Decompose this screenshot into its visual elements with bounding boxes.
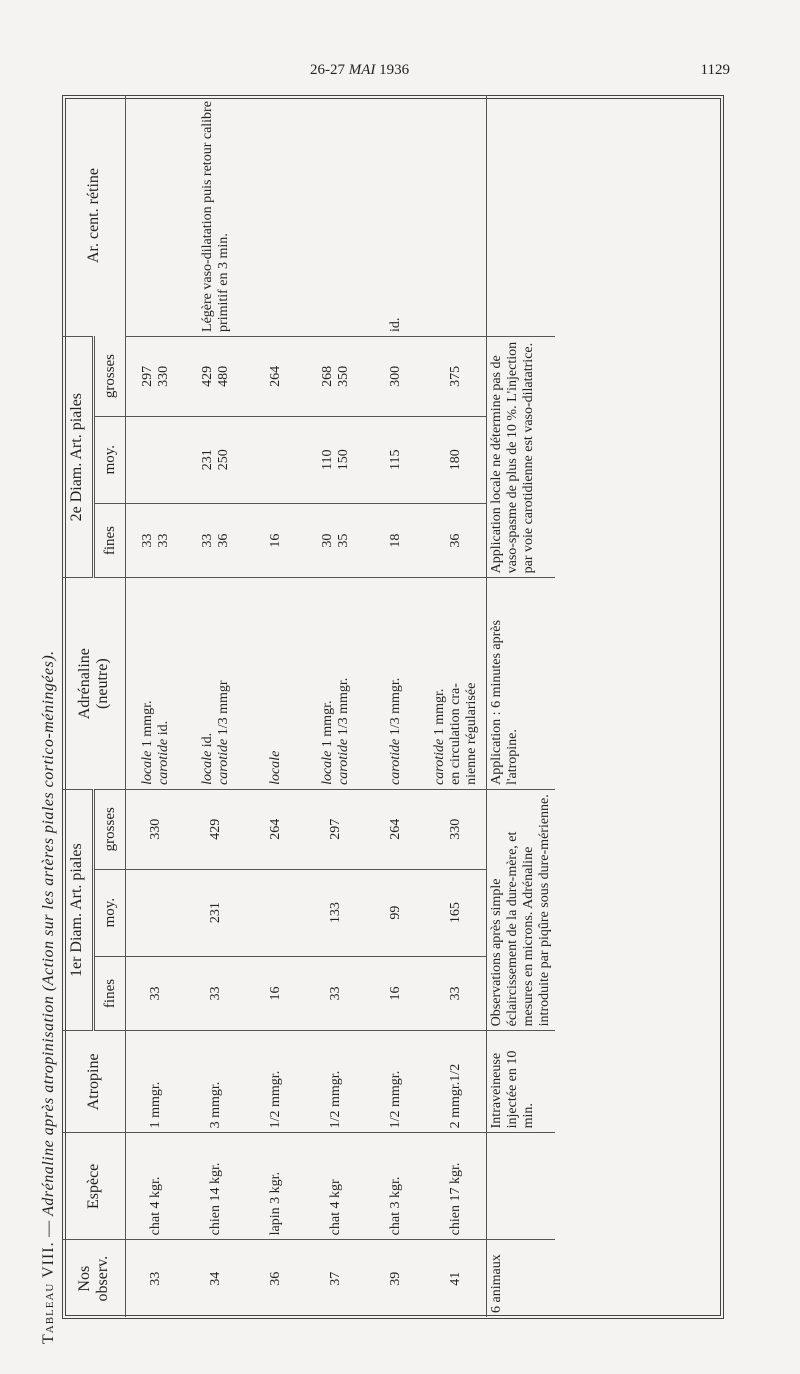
col-atropine: Atropine bbox=[62, 1031, 126, 1133]
adrenaline-site: carotide bbox=[216, 738, 231, 785]
cell-fines-1: 33 bbox=[186, 956, 246, 1031]
col-diam2: 2e Diam. Art. piales bbox=[62, 336, 94, 577]
col-nos: Nos observ. bbox=[62, 1240, 126, 1317]
table-label: Tableau VIII. bbox=[40, 1241, 57, 1344]
cell-fines-2: 16 bbox=[246, 503, 306, 578]
cell-grosses-2: 297 330 bbox=[126, 336, 186, 416]
header-row-1 bbox=[62, 95, 94, 1317]
cell-espece: chien 17 kgr. bbox=[426, 1133, 487, 1240]
cell-no: 36 bbox=[246, 1240, 306, 1317]
cell-adrenaline bbox=[186, 578, 246, 790]
adrenaline-site: locale bbox=[320, 750, 335, 785]
footer-espece bbox=[487, 1133, 556, 1240]
cell-retine bbox=[426, 95, 487, 336]
cell-no: 39 bbox=[366, 1240, 426, 1317]
cell-moy-1 bbox=[126, 869, 186, 956]
adrenaline-site: carotide bbox=[336, 738, 351, 785]
adrenaline-dose: id. bbox=[200, 732, 215, 748]
cell-moy-1: 231 bbox=[186, 869, 246, 956]
table-row bbox=[426, 95, 487, 1317]
table-row bbox=[126, 95, 186, 1317]
cell-atropine: 1/2 mmgr. bbox=[246, 1031, 306, 1133]
adrenaline-dose: 1 mmgr. bbox=[432, 688, 447, 736]
table-row bbox=[306, 95, 366, 1317]
cell-grosses-1: 330 bbox=[426, 789, 487, 869]
adrenaline-line bbox=[464, 582, 480, 785]
cell-atropine: 2 mmgr.1/2 bbox=[426, 1031, 487, 1133]
cell-espece: chat 3 kgr. bbox=[366, 1133, 426, 1240]
cell-moy-2: 110 150 bbox=[306, 416, 366, 503]
adrenaline-line bbox=[388, 582, 404, 785]
cell-moy-2 bbox=[126, 416, 186, 503]
page-number: 1129 bbox=[700, 62, 730, 78]
cell-espece: chien 14 kgr. bbox=[186, 1133, 246, 1240]
adrenaline-line bbox=[432, 582, 448, 785]
cell-fines-2: 36 bbox=[426, 503, 487, 578]
adrenaline-dose: nienne régularisée bbox=[464, 682, 479, 785]
cell-no: 33 bbox=[126, 1240, 186, 1317]
cell-fines-2: 33 36 bbox=[186, 503, 246, 578]
cell-adrenaline bbox=[426, 578, 487, 790]
table-note: (Action sur les artères piales cortico-méningées). bbox=[40, 650, 57, 992]
cell-no: 37 bbox=[306, 1240, 366, 1317]
footer-retine bbox=[487, 95, 556, 336]
footer-observations: Observations après simple éclaircissement de la dure-mère, et mesures en microns. Adrénaline introduite par piqûre sous dure-mérienne. bbox=[487, 789, 556, 1030]
page-header bbox=[300, 62, 760, 82]
cell-fines-1: 16 bbox=[246, 956, 306, 1031]
rotated-table bbox=[62, 95, 722, 1317]
col-retine: Ar. cent. rétine bbox=[84, 167, 102, 264]
cell-moy-2 bbox=[246, 416, 306, 503]
cell-atropine: 1 mmgr. bbox=[126, 1031, 186, 1133]
col-adrenaline: Adrénaline (neutre) bbox=[62, 578, 126, 790]
adrenaline-line bbox=[448, 582, 464, 785]
col-grosses-1: grosses bbox=[94, 789, 126, 869]
cell-grosses-2: 300 bbox=[366, 336, 426, 416]
table-row bbox=[246, 95, 306, 1317]
title-separator: — bbox=[40, 1220, 57, 1237]
cell-moy-1: 165 bbox=[426, 869, 487, 956]
cell-fines-1: 16 bbox=[366, 956, 426, 1031]
cell-grosses-1: 330 bbox=[126, 789, 186, 869]
cell-grosses-1: 264 bbox=[366, 789, 426, 869]
cell-espece: chat 4 kgr. bbox=[126, 1133, 186, 1240]
cell-adrenaline bbox=[306, 578, 366, 790]
adrenaline-line bbox=[200, 582, 216, 785]
table-title bbox=[40, 650, 58, 1344]
cell-fines-2: 18 bbox=[366, 503, 426, 578]
cell-fines-1: 33 bbox=[426, 956, 487, 1031]
cell-espece: lapin 3 kgr. bbox=[246, 1133, 306, 1240]
adrenaline-dose: 1/3 mmgr. bbox=[388, 677, 403, 736]
cell-espece: chat 4 kgr bbox=[306, 1133, 366, 1240]
footer-row bbox=[487, 95, 556, 1317]
cell-atropine: 3 mmgr. bbox=[186, 1031, 246, 1133]
adrenaline-dose: 1/3 mmgr. bbox=[336, 677, 351, 736]
header-date: 26-27 MAI 1936 bbox=[310, 62, 410, 78]
adrenaline-dose: en circulation cra- bbox=[448, 683, 463, 785]
adrenaline-line bbox=[140, 582, 156, 785]
cell-retine: id. bbox=[388, 317, 403, 332]
cell-moy-1: 133 bbox=[306, 869, 366, 956]
adrenaline-site: carotide bbox=[388, 738, 403, 785]
adrenaline-dose: 1/3 mmgr bbox=[216, 680, 231, 736]
adrenaline-line bbox=[320, 582, 336, 785]
footer-no: 6 animaux bbox=[487, 1240, 556, 1317]
col-fines-1: fines bbox=[94, 956, 126, 1031]
cell-moy-2: 115 bbox=[366, 416, 426, 503]
adrenaline-line bbox=[336, 582, 352, 785]
cell-moy-2: 231 250 bbox=[186, 416, 246, 503]
cell-moy-1 bbox=[246, 869, 306, 956]
cell-grosses-2: 375 bbox=[426, 336, 487, 416]
adrenaline-dose: id. bbox=[156, 720, 171, 736]
cell-moy-1: 99 bbox=[366, 869, 426, 956]
data-table bbox=[62, 95, 555, 1317]
footer-diam2: Application locale ne détermine pas de vaso-spasme de plus de 10 %. L'injection par voie carotidienne est vaso-dilatatrice. bbox=[487, 336, 556, 577]
cell-atropine: 1/2 mmgr. bbox=[366, 1031, 426, 1133]
adrenaline-line bbox=[268, 582, 284, 785]
adrenaline-site: locale bbox=[200, 750, 215, 785]
adrenaline-dose: 1 mmgr. bbox=[140, 700, 155, 748]
footer-adrenaline: Application : 6 minutes après l'atropine. bbox=[487, 578, 556, 790]
adrenaline-dose: 1 mmgr. bbox=[320, 700, 335, 748]
cell-adrenaline bbox=[126, 578, 186, 790]
col-grosses-2: grosses bbox=[94, 336, 126, 416]
cell-adrenaline bbox=[246, 578, 306, 790]
adrenaline-line bbox=[156, 582, 172, 785]
cell-retine bbox=[246, 95, 306, 336]
table-caption: Adrénaline après atropinisation bbox=[40, 995, 57, 1216]
cell-grosses-1: 264 bbox=[246, 789, 306, 869]
cell-fines-2: 33 33 bbox=[126, 503, 186, 578]
col-fines-2: fines bbox=[94, 503, 126, 578]
cell-retine bbox=[126, 95, 186, 336]
cell-grosses-2: 268 350 bbox=[306, 336, 366, 416]
cell-retine bbox=[306, 95, 366, 336]
cell-retine: Légère vaso-dilatation puis retour calibre primitif en 3 min. bbox=[200, 101, 231, 332]
cell-adrenaline bbox=[366, 578, 426, 790]
cell-fines-2: 30 35 bbox=[306, 503, 366, 578]
cell-atropine: 1/2 mmgr. bbox=[306, 1031, 366, 1133]
adrenaline-site: locale bbox=[140, 750, 155, 785]
cell-grosses-1: 429 bbox=[186, 789, 246, 869]
cell-grosses-1: 297 bbox=[306, 789, 366, 869]
cell-grosses-2: 264 bbox=[246, 336, 306, 416]
table-row bbox=[366, 95, 426, 1317]
adrenaline-site: carotide bbox=[432, 738, 447, 785]
footer-atropine: Intraveineuse injectée en 10 min. bbox=[487, 1031, 556, 1133]
table-row bbox=[186, 95, 246, 1317]
cell-moy-2: 180 bbox=[426, 416, 487, 503]
col-diam1: 1er Diam. Art. piales bbox=[62, 789, 94, 1030]
cell-no: 34 bbox=[186, 1240, 246, 1317]
col-moy-2: moy. bbox=[94, 416, 126, 503]
table-body bbox=[126, 95, 487, 1317]
cell-fines-1: 33 bbox=[126, 956, 186, 1031]
adrenaline-line bbox=[216, 582, 232, 785]
cell-no: 41 bbox=[426, 1240, 487, 1317]
cell-grosses-2: 429 480 bbox=[186, 336, 246, 416]
col-moy-1: moy. bbox=[94, 869, 126, 956]
adrenaline-site: carotide bbox=[156, 738, 171, 785]
cell-fines-1: 33 bbox=[306, 956, 366, 1031]
col-espece: Espèce bbox=[62, 1133, 126, 1240]
adrenaline-site: locale bbox=[268, 750, 283, 785]
